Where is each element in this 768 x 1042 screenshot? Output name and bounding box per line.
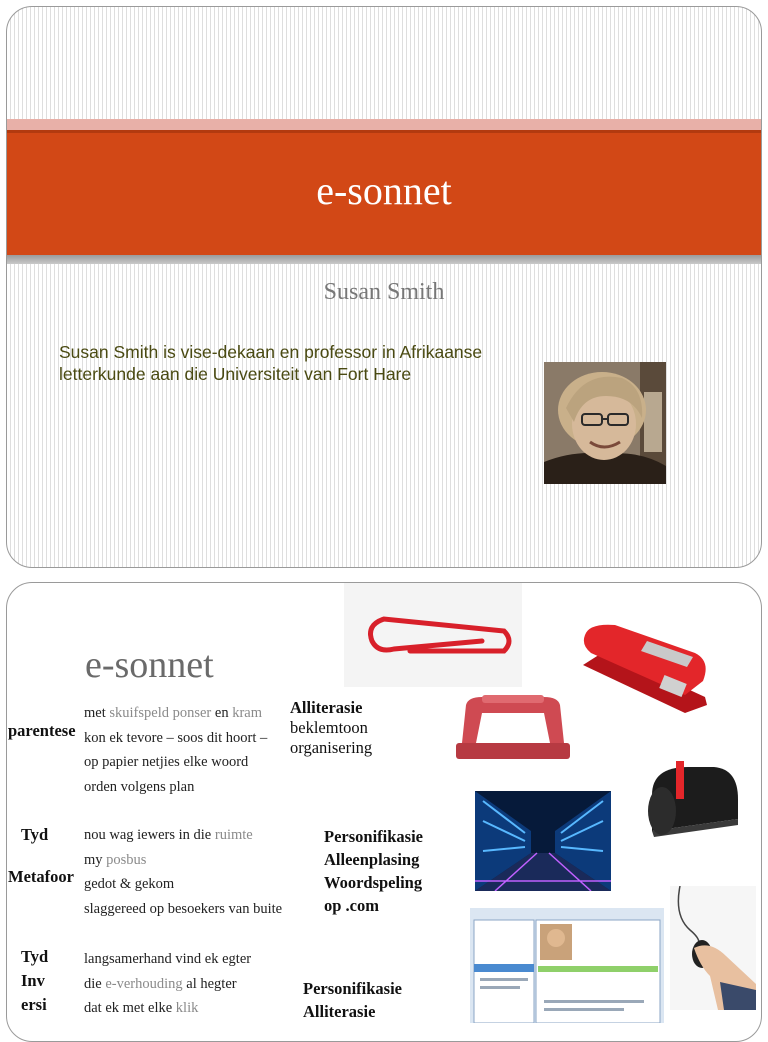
stanza-1 [84, 701, 267, 799]
poem-highlight: ruimte [214, 827, 253, 843]
stanza-3-line-1: langsamerhand vind ek egter [84, 951, 252, 967]
poem-highlight: e-verhouding [105, 975, 183, 992]
note-alleenplasing: Alleenplasing [324, 850, 420, 869]
slide-title: e-sonnet [316, 168, 452, 213]
stanza-3-line-3 [84, 996, 251, 1021]
hole-punch-image [452, 691, 574, 765]
poem-highlight: klik [175, 1000, 199, 1016]
notes-stanza-3 [303, 977, 402, 1023]
poem-text: my [84, 851, 107, 868]
label-tyd-1: Tyd [21, 825, 49, 844]
poem-highlight: skuifspeld ponser [109, 705, 212, 721]
stanza-2 [84, 823, 282, 921]
note-op-com: op .com [324, 896, 379, 915]
stapler-image [575, 605, 715, 723]
stanza-2-line-1 [84, 823, 282, 848]
label-ersi: ersi [21, 995, 47, 1014]
notes-stanza-2 [324, 825, 423, 917]
stanza-1-line-3: op papier netjies elke woord [84, 754, 249, 770]
label-tyd-2: Tyd [21, 947, 49, 966]
poem-text: en [211, 705, 233, 721]
note-personifikasie: Personifikasie [324, 827, 423, 846]
poem-text: nou wag iewers in die [84, 827, 215, 843]
mailbox-image [640, 759, 740, 841]
poem-highlight: kram [232, 705, 262, 721]
note-personifikasie-2: Personifikasie [303, 979, 402, 998]
note-alliterasie: Alliterasie [290, 698, 363, 717]
stanza-3-line-2 [84, 972, 251, 997]
note-alliterasie-2: Alliterasie [303, 1002, 376, 1021]
label-metafoor: Metafoor [8, 867, 74, 886]
stanza-1-line-1 [84, 701, 267, 726]
data-center-image [475, 791, 611, 891]
note-woordspeling: Woordspeling [324, 873, 423, 892]
stanza-1-line-2: kon ek tevore – soos dit hoort – [84, 729, 268, 746]
author-photo [544, 362, 666, 484]
bio-line-1: Susan Smith is vise-dekaan en professor in Afrikaanse [59, 342, 483, 362]
stanza-2-line-2 [84, 848, 282, 873]
chat-window-image [470, 908, 664, 1023]
label-inv: Inv [21, 971, 45, 990]
title-band-highlight [7, 119, 761, 130]
poem-slide [6, 582, 762, 1042]
poem-text: al hegter [182, 975, 237, 992]
computer-mouse-image [670, 886, 756, 1010]
author-bio [59, 341, 539, 385]
paperclip-image [344, 583, 522, 687]
poem-title: e-sonnet [85, 644, 214, 686]
poem-text: dat ek met elke [84, 1000, 176, 1016]
poem-text: die [84, 975, 106, 992]
poem-highlight: posbus [106, 851, 147, 868]
note-beklemtoon: beklemtoon [290, 718, 368, 737]
label-parentese: parentese [8, 721, 76, 740]
stanza-3 [84, 947, 251, 1021]
stanza-1-line-4: orden volgens plan [84, 778, 195, 795]
author-name: Susan Smith [323, 279, 445, 305]
notes-stanza-1 [290, 698, 372, 758]
note-organisering: organisering [290, 738, 373, 757]
stanza-2-line-4: slaggereed op besoekers van buite [84, 900, 283, 917]
poem-text: met [84, 705, 110, 721]
title-band-shadow [7, 255, 761, 264]
bio-line-2: letterkunde aan die Universiteit van Fort Hare [59, 364, 412, 384]
stanza-2-line-3: gedot & gekom [84, 876, 175, 892]
title-slide [6, 6, 762, 568]
